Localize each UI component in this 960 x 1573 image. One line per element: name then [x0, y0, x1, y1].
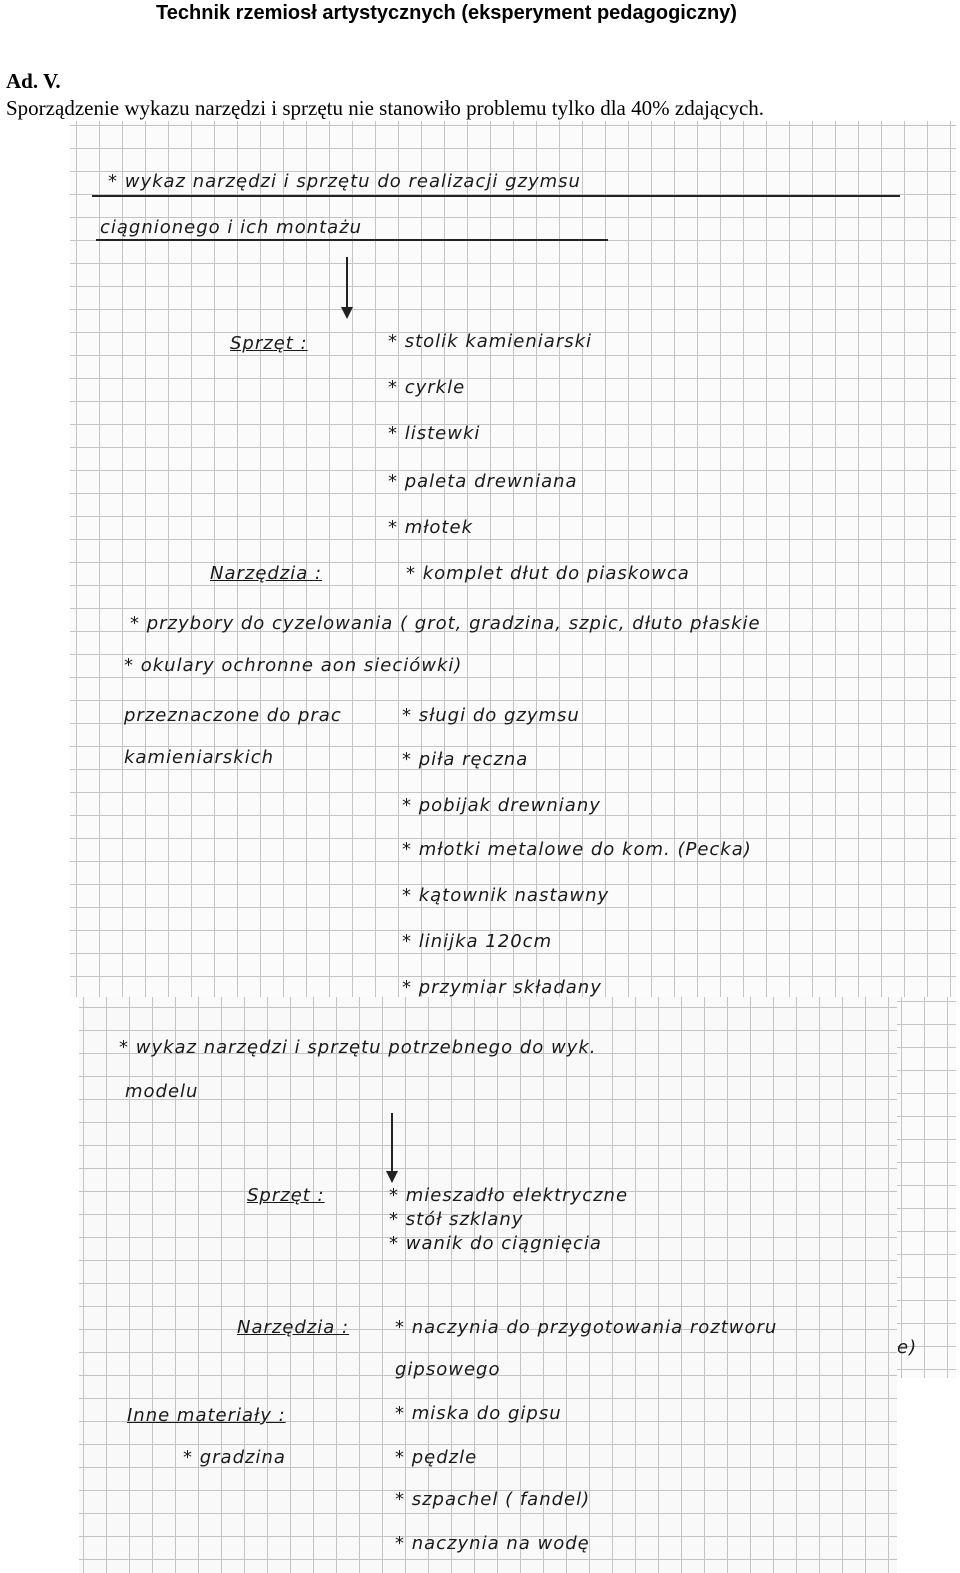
scan1-sprzet-item: * komplet dłut do piaskowca [406, 563, 690, 584]
scan1-left-line: kamieniarskich [124, 747, 275, 768]
scan1-sprzet-label: Sprzęt : [230, 333, 308, 354]
scan1-left-line: przeznaczone do prac [124, 705, 342, 726]
scan2-down-arrow [391, 1113, 393, 1173]
scan1-title-underline-2 [96, 239, 608, 241]
scan1-right-item: * linijka 120cm [402, 931, 553, 952]
scan1-left-line: * okulary ochronne aon sieciówki) [124, 655, 463, 676]
scan1-right-item: * piła ręczna [402, 749, 529, 770]
scan1-sprzet-item: * paleta drewniana [388, 471, 578, 492]
scan1-title-line1: * wykaz narzędzi i sprzętu do realizacji gzymsu [108, 171, 581, 192]
scan2-inne-left: * gradzina [183, 1447, 286, 1468]
scan1-sprzet-item: * stolik kamieniarski [388, 331, 593, 352]
scan2-narzedzia-item: gipsowego [395, 1359, 501, 1380]
scan1-right-item: * młotki metalowe do kom. (Pecka) [402, 839, 752, 860]
section-text: Sporządzenie wykazu narzędzi i sprzętu nie stanowiło problemu tylko dla 40% zdających. [6, 96, 765, 120]
scan1-sprzet-item: * listewki [388, 423, 481, 444]
scan1-right-item: * przymiar składany [402, 977, 602, 997]
scan2-sprzet-label: Sprzęt : [247, 1185, 325, 1206]
scan2-sprzet-item: * stół szklany [389, 1209, 524, 1230]
scan2-inne-item: * pędzle [395, 1447, 478, 1468]
scan1-title-line2: ciągnionego i ich montażu [100, 217, 363, 238]
scan1-right-item: * sługi do gzymsu [402, 705, 580, 726]
scan2-title-line1: * wykaz narzędzi i sprzętu potrzebnego do wyk. [119, 1037, 597, 1058]
page-header-title: Technik rzemiosł artystycznych (eksperyment pedagogiczny) [156, 2, 737, 24]
handwritten-scan-strip [897, 997, 956, 1378]
scan1-title-underline-1 [92, 195, 900, 197]
scan2-inne-item: * naczynia na wodę [395, 1533, 590, 1554]
scan1-right-item: * pobijak drewniany [402, 795, 601, 816]
section-label: Ad. V. [6, 69, 61, 93]
scan2-narzedzia-item: * naczynia do przygotowania roztworu [395, 1317, 778, 1338]
scan2-narzedzia-label: Narzędzia : [237, 1317, 350, 1338]
scan1-right-item: * kątownik nastawny [402, 885, 610, 906]
handwritten-scan-2 [79, 997, 897, 1573]
scan2-sprzet-item: * mieszadło elektryczne [389, 1185, 629, 1206]
handwritten-scan-1 [70, 121, 956, 997]
scan1-left-line: * przybory do cyzelowania ( grot, gradzina, szpic, dłuto płaskie [130, 613, 761, 634]
scan-strip-fragment: e) [897, 1337, 918, 1358]
scan1-down-arrow [346, 257, 348, 309]
scan2-sprzet-item: * wanik do ciągnięcia [389, 1233, 602, 1254]
scan1-sprzet-item: * młotek [388, 517, 473, 538]
scan2-inne-label: Inne materiały : [127, 1405, 286, 1426]
scan2-title-line2: modelu [125, 1081, 199, 1102]
scan2-inne-item: * miska do gipsu [395, 1403, 562, 1424]
scan2-inne-item: * szpachel ( fandel) [395, 1489, 591, 1510]
scan1-sprzet-item: * cyrkle [388, 377, 466, 398]
scan1-narzedzia-label: Narzędzia : [210, 563, 323, 584]
